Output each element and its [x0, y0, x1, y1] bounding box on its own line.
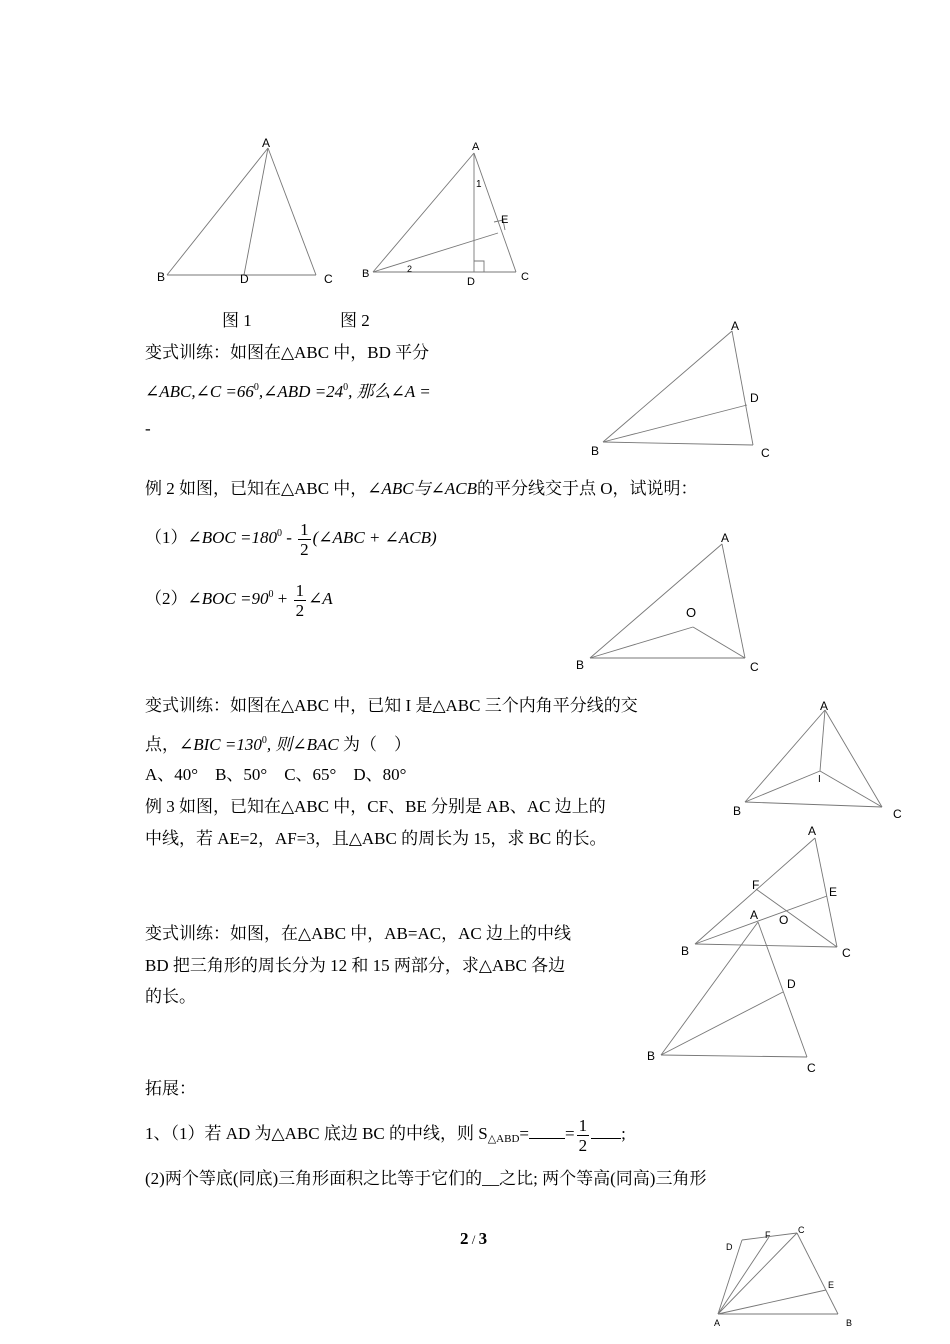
fig8-label-d: D — [726, 1242, 733, 1252]
fig3-label-a: A — [731, 319, 740, 333]
blank-2[interactable] — [591, 1122, 621, 1139]
fig7-label-a: A — [750, 908, 759, 922]
fig8-label-f: F — [765, 1230, 771, 1240]
fig6-label-c: C — [842, 946, 851, 960]
example3-line1: 例 3 如图，已知在△ABC 中，CF、BE 分别是 AB、AC 边上的 — [145, 797, 606, 816]
fig5-label-c: C — [893, 807, 902, 821]
fig6-label-e: E — [829, 885, 838, 899]
fig8-label-e: E — [828, 1280, 835, 1290]
fig2-label-d: D — [467, 276, 475, 288]
fig4-label-c: C — [750, 660, 759, 674]
fig1-label-c: C — [324, 272, 333, 286]
page-number: 2 / 3 — [460, 1229, 488, 1248]
fig2-label-e: E — [501, 214, 509, 226]
fig8-label-b: B — [846, 1318, 853, 1328]
example2-item1: （1）∠BOC $=180^0$ - $\frac{1}{2}$ (∠ABC + ∠ACB) — [145, 519, 437, 559]
example3-line2: 中线，若 AE=2，AF=3，且△ABC 的周长为 15，求 BC 的长。 — [145, 829, 607, 848]
fig4-label-b: B — [576, 658, 585, 672]
example2-item2: （2）∠BOC $=90^0$ + $\frac{1}{2}$ ∠A — [145, 580, 333, 620]
variant2-line1: 变式训练：如图在△ABC 中，已知 I 是△ABC 三个内角平分线的交 — [145, 696, 638, 715]
fig2-label-c: C — [521, 271, 529, 283]
figure-2 — [358, 135, 543, 295]
caption-fig1: 图 1 — [222, 311, 252, 330]
fig6-label-a: A — [808, 824, 817, 838]
variant3-line3: 的长。 — [145, 987, 196, 1006]
fig2-label-b: B — [362, 268, 370, 280]
figure-8 — [708, 1222, 858, 1340]
figure-3 — [585, 315, 775, 463]
fig5-label-a: A — [820, 699, 829, 713]
fig7-label-b: B — [647, 1049, 656, 1063]
fig2-angle-2: 2 — [407, 264, 413, 274]
fig8-label-c: C — [798, 1225, 805, 1235]
fig3-label-d: D — [750, 391, 759, 405]
fig4-label-a: A — [721, 531, 730, 545]
caption-fig2: 图 2 — [340, 311, 370, 330]
fig7-label-d: D — [787, 977, 796, 991]
variant2-options: A、40° B、50° C、65° D、80° — [145, 765, 407, 784]
fig1-label-b: B — [157, 270, 166, 284]
extend-item2: (2)两个等底(同底)三角形面积之比等于它们的__之比; 两个等高(同高)三角形 — [145, 1169, 707, 1188]
fig7-label-c: C — [807, 1061, 816, 1075]
figure-7 — [640, 900, 825, 1080]
fig6-label-o: O — [779, 913, 789, 927]
fig1-label-d: D — [240, 272, 249, 286]
variant3-line2: BD 把三角形的周长分为 12 和 15 两部分，求△ABC 各边 — [145, 956, 566, 975]
figure-4 — [570, 525, 770, 675]
variant2-line2: 点，∠BIC $=130^0$, 则∠BAC 为（ ） — [145, 735, 411, 754]
blank-1[interactable] — [529, 1122, 565, 1139]
fig8-label-a: A — [714, 1318, 721, 1328]
variant3-line1: 变式训练：如图，在△ABC 中，AB=AC，AC 边上的中线 — [145, 924, 571, 943]
fig6-label-f: F — [752, 878, 760, 892]
variant1-line2: ∠ABC,∠C $=66^0,\angle ABD =24^0$, 那么∠A = — [145, 382, 431, 401]
figure-5 — [725, 695, 910, 825]
fig6-label-b: B — [681, 944, 690, 958]
fig2-label-a: A — [472, 141, 480, 153]
figure-1 — [150, 130, 350, 295]
variant1-dash: - — [145, 419, 151, 438]
extend-title: 拓展： — [145, 1079, 196, 1098]
extend-item1: 1、（1）若 AD 为△ABC 底边 BC 的中线，则 $S_{\triangle ABD}=$ = $\frac{1}{2}$ ; — [145, 1115, 626, 1155]
fig4-label-o: O — [686, 605, 697, 620]
fig5-label-b: B — [733, 804, 742, 818]
fig3-label-b: B — [591, 444, 600, 458]
variant1-line1: 变式训练：如图在△ABC 中，BD 平分 — [145, 343, 430, 362]
fig5-label-i: I — [818, 774, 821, 785]
fig3-label-c: C — [761, 446, 770, 460]
example2-line: 例 2 如图，已知在△ABC 中，∠ABC与∠ACB的平分线交于点 O，试说明： — [145, 479, 698, 498]
fig1-label-a: A — [262, 136, 271, 150]
fig2-angle-1: 1 — [476, 179, 482, 190]
